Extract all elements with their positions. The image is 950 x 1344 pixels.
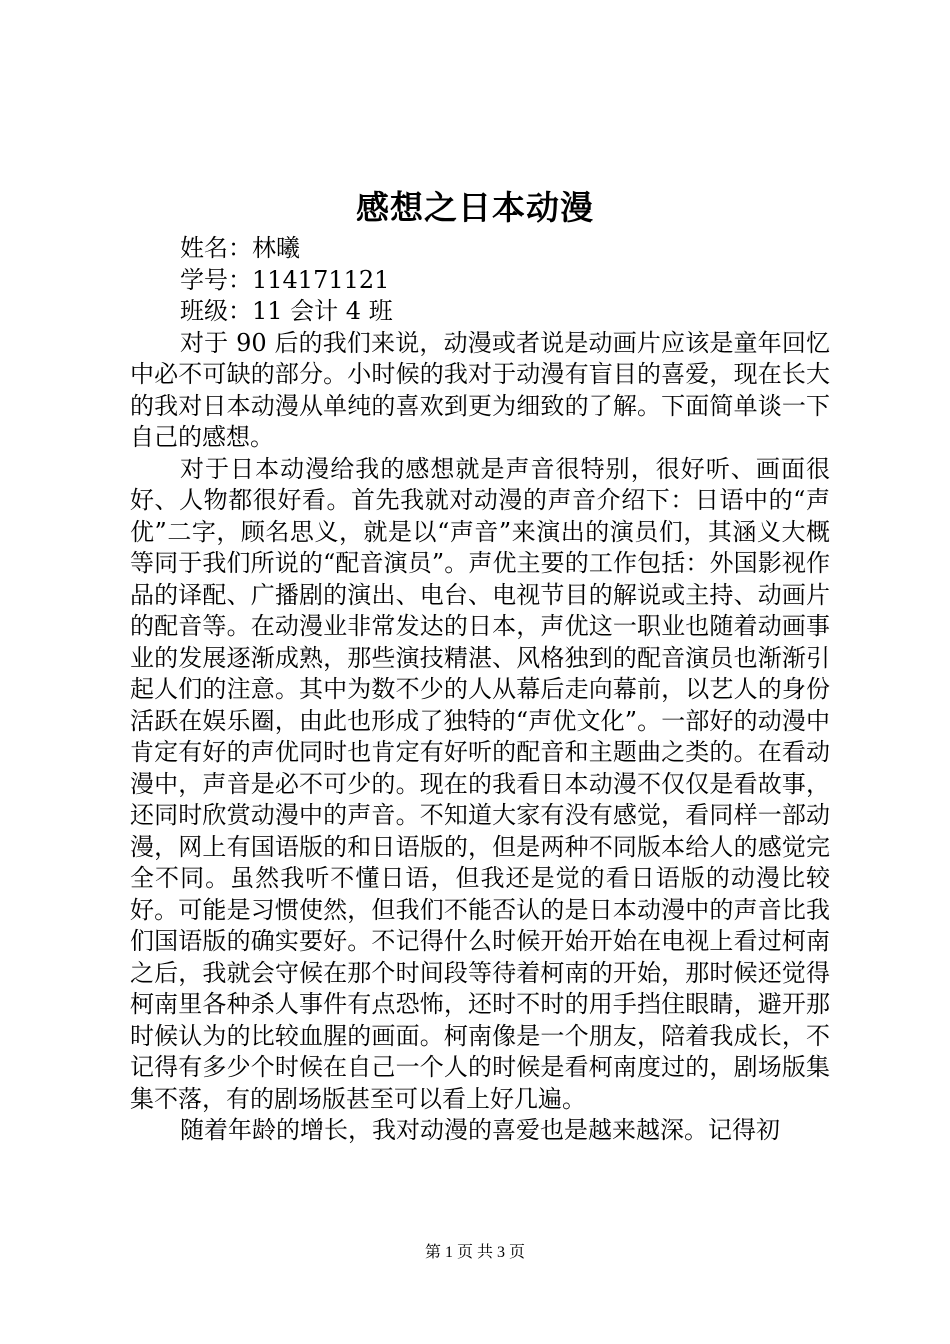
student-name-line: 姓名：林曦 bbox=[180, 234, 300, 262]
page-footer: 第 1 页 共 3 页 bbox=[424, 1244, 525, 1261]
paragraph-growing-up: 随着年龄的增长，我对动漫的喜爱也是越来越深。记得初 bbox=[180, 1116, 780, 1144]
student-id-line: 学号：114171121 bbox=[180, 265, 390, 294]
paragraph-intro: 对于 90 后的我们来说，动漫或者说是动画片应该是童年回忆中必不可缺的部分。小时候的我对于动漫有盲目的喜爱，现在长大的我对日本动漫从单纯的喜欢到更为细致的了解。下面简单谈一下自己的感想。 bbox=[130, 328, 830, 451]
paragraph-voice-acting: 对于日本动漫给我的感想就是声音很特别，很好听、画面很好、人物都很好看。首先我就对动漫的声音介绍下：日语中的“声优”二字，顾名思义，就是以“声音”来演出的演员们，其涵义大概等同于我们所说的“配音演员”。声优主要的工作包括：外国影视作品的译配、广播剧的演出、电台、电视节目的解说或主持、动画片的配音等。在动漫业非常发达的日本，声优这一职业也随着动画事业的发展逐渐成熟，那些演技精湛、风格独到的配音演员也渐渐引起人们的注意。其中为数不少的人从幕后走向幕前，以艺人的身份活跃在娱乐圈，由此也形成了独特的“声优文化”。一部好的动漫中肯定有好的声优同时也肯定有好听的配音和主题曲之类的。在看动漫中，声音是必不可少的。现在的我看日本动漫不仅仅是看故事，还同时欣赏动漫中的声音。不知道大家有没有感觉，看同样一部动漫，网上有国语版的和日语版的，但是两种不同版本给人的感觉完全不同。虽然我听不懂日语，但我还是觉的看日语版的动漫比较好。可能是习惯使然，但我们不能否认的是日本动漫中的声音比我们国语版的确实要好。不记得什么时候开始开始在电视上看过柯南之后，我就会守候在那个时间段等待着柯南的开始，那时候还觉得柯南里各种杀人事件有点恐怖，还时不时的用手挡住眼睛，避开那时候认为的比较血腥的画面。柯南像是一个朋友，陪着我成长，不记得有多少个时候在自己一个人的时候是看柯南度过的，剧场版集集不落，有的剧场版甚至可以看上好几遍。 bbox=[130, 454, 830, 1113]
document-title: 感想之日本动漫 bbox=[356, 188, 594, 227]
document-body bbox=[130, 233, 830, 1147]
student-class-line: 班级：11 会计 4 班 bbox=[180, 297, 393, 325]
